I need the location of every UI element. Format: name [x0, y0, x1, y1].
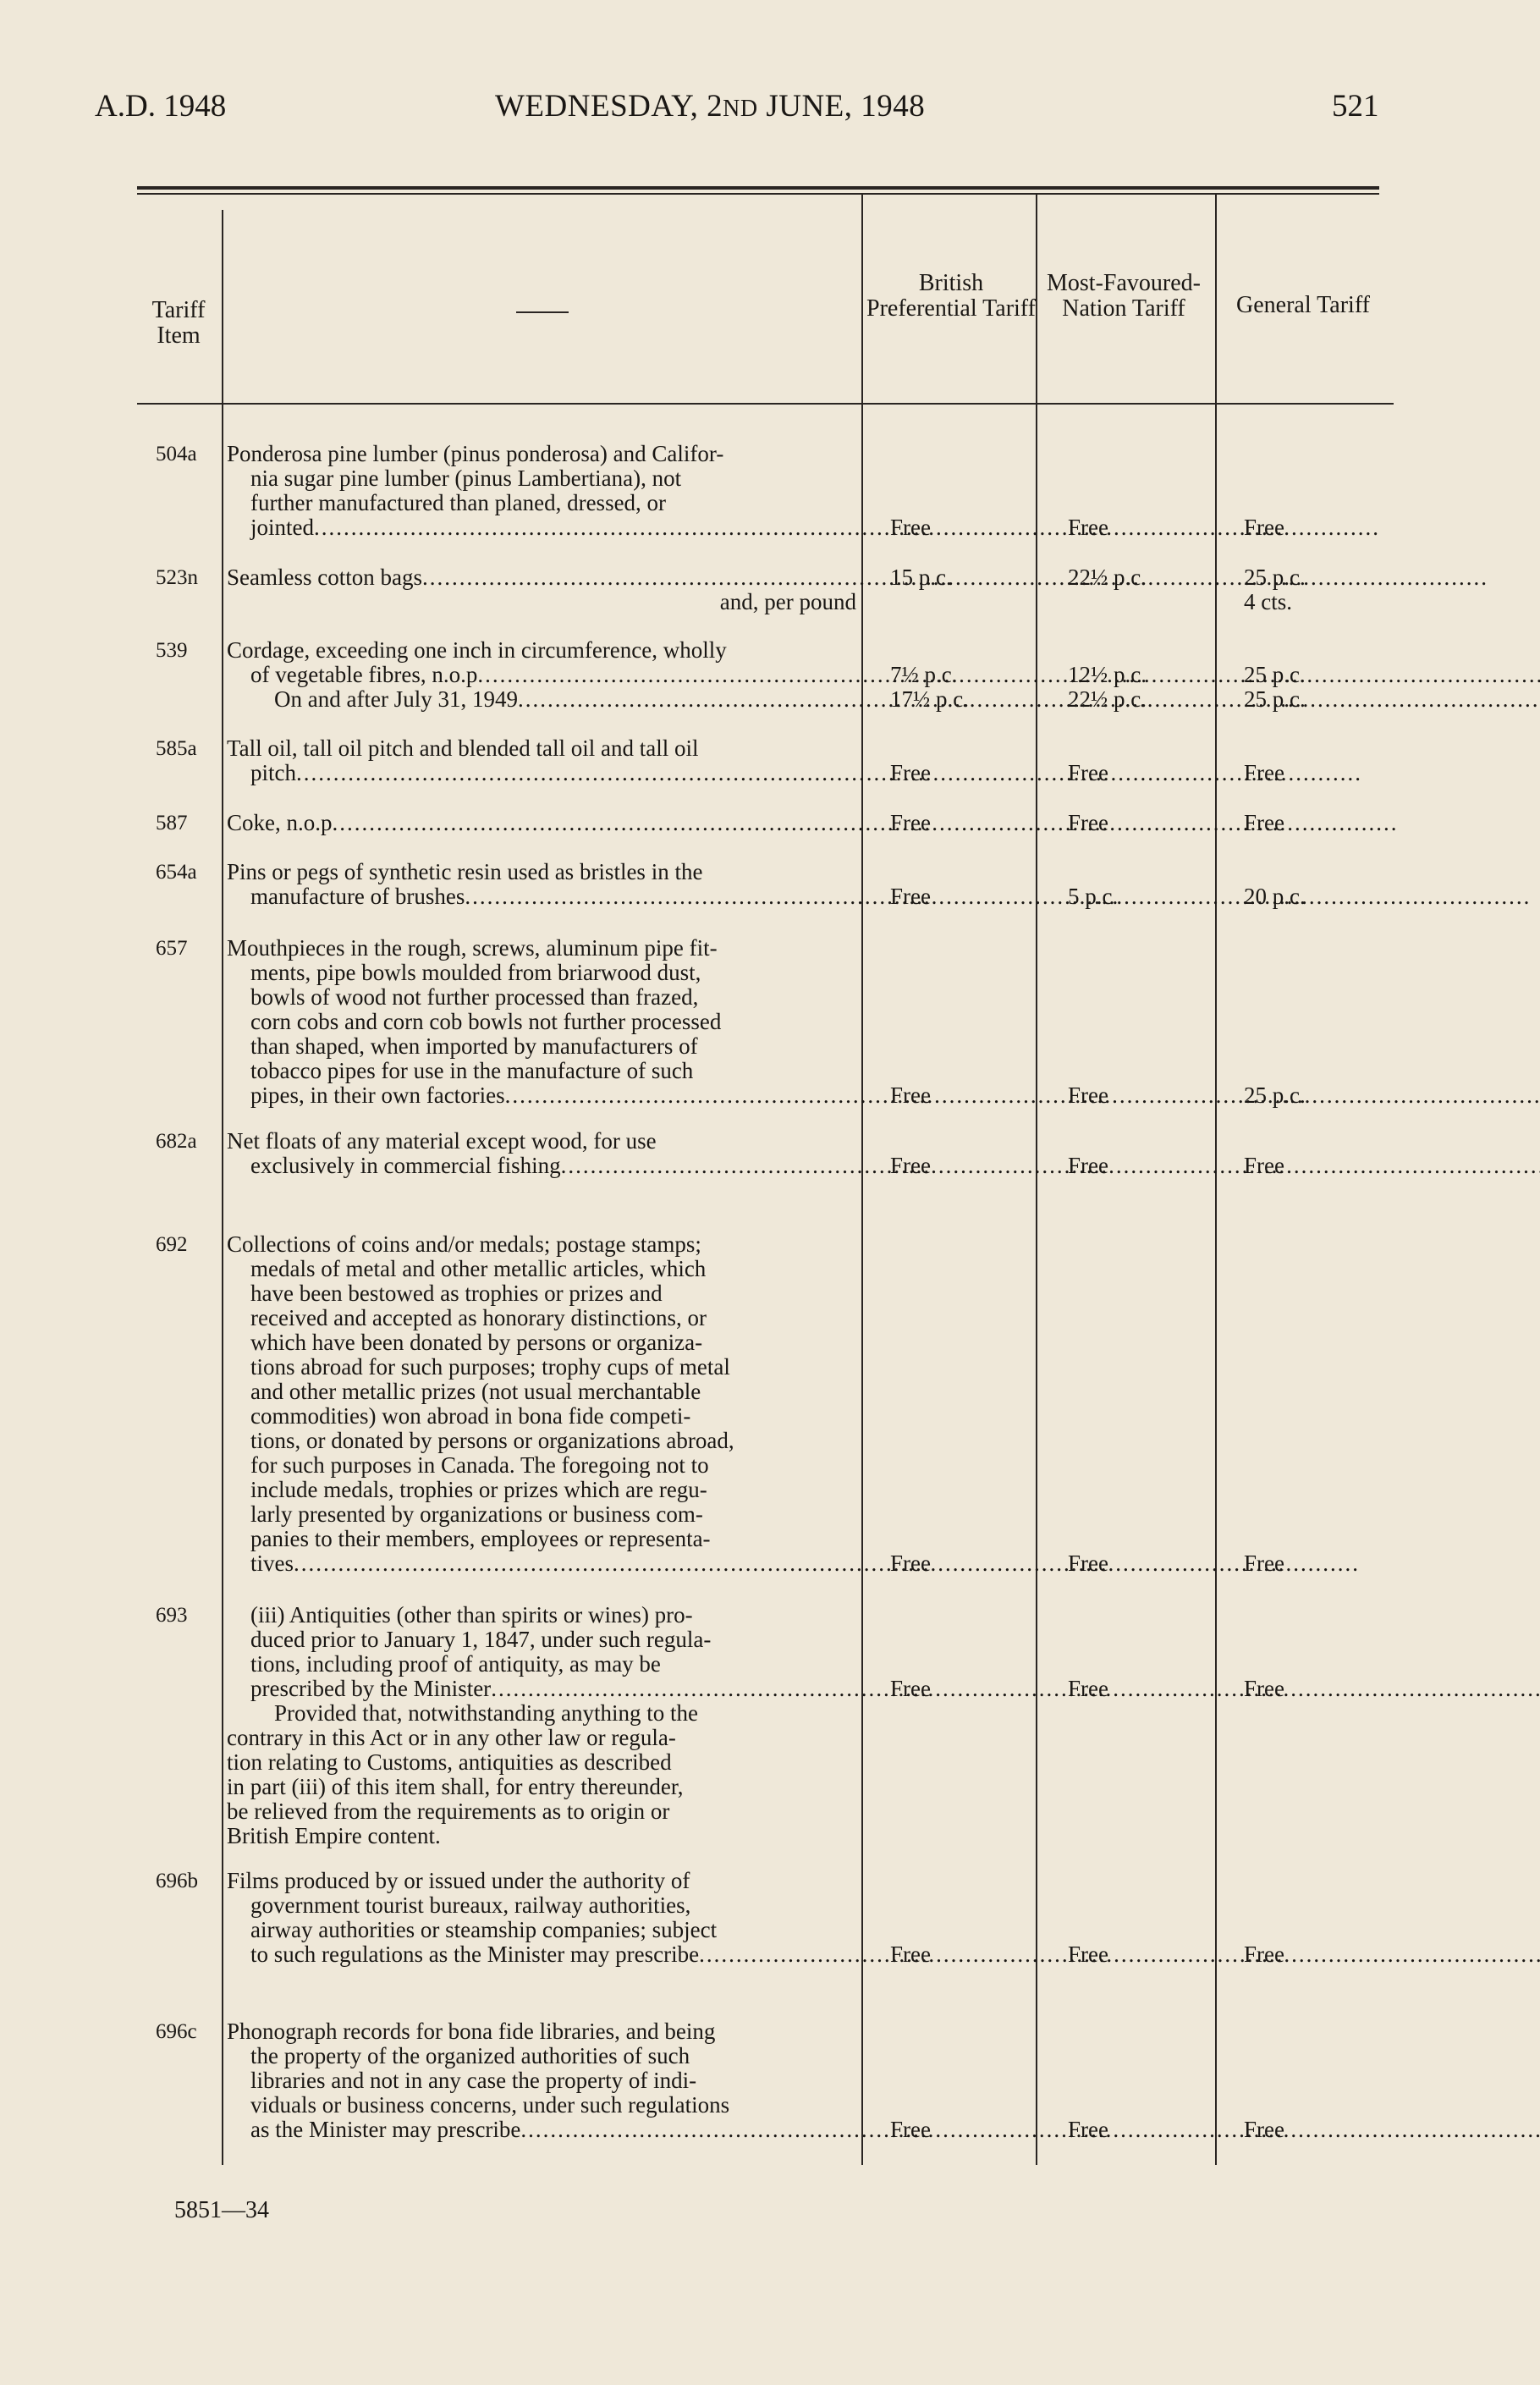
general-rate: Free	[1244, 810, 1284, 835]
british-preferential-rate: Free	[890, 1551, 931, 1576]
description-line: viduals or business concerns, under such regulations	[250, 2092, 730, 2118]
tariff-item-description	[227, 638, 856, 712]
description-line: medals of metal and other metallic articles, which	[250, 1256, 707, 1281]
proviso-line: in part (iii) of this item shall, for entry thereunder,	[227, 1774, 684, 1799]
description-line: tions, or donated by persons or organizations abroad,	[250, 1428, 734, 1453]
col-divider-desc	[861, 195, 863, 2165]
tariff-item-description	[227, 860, 856, 909]
description-line: Tall oil, tall oil pitch and blended tall oil and tall oil	[227, 735, 699, 761]
description-line-text: to such regulations as the Minister may prescribe	[250, 1942, 700, 1967]
print-code: 5851—34	[174, 2197, 269, 2223]
british-preferential-rate: Free	[890, 515, 931, 540]
tariff-item-description	[227, 936, 856, 1108]
tariff-item-number: 692	[156, 1233, 188, 1256]
description-line	[227, 663, 856, 687]
description-line: airway authorities or steamship companies; subject	[250, 1917, 718, 1942]
british-preferential-rate: 15 p.c.	[890, 565, 952, 590]
proviso-line: tion relating to Customs, antiquities as described	[227, 1749, 672, 1775]
description-line: Phonograph records for bona fide libraries, and being	[227, 2019, 716, 2044]
description-line	[227, 565, 856, 590]
description-line	[227, 1942, 856, 1967]
description-line: tions abroad for such purposes; trophy cups of metal	[250, 1354, 730, 1380]
british-preferential-rate: Free	[890, 1942, 931, 1967]
top-rule-thick	[137, 186, 1379, 190]
description-line-text: Coke, n.o.p	[227, 810, 333, 835]
general-rate: 4 cts.	[1244, 589, 1292, 614]
description-line-text: of vegetable fibres, n.o.p	[250, 662, 478, 687]
description-line: the property of the organized authorities of such	[250, 2043, 690, 2068]
british-preferential-rate: Free	[890, 2117, 931, 2142]
description-line: bowls of wood not further processed than frazed,	[250, 984, 699, 1010]
description-line-text: pipes, in their own factories	[250, 1082, 505, 1108]
mfn-rate: Free	[1068, 1551, 1108, 1576]
page-number: 521	[1332, 89, 1379, 124]
description-extra-line: and, per pound	[719, 589, 856, 614]
description-line	[227, 811, 856, 835]
date-heading	[495, 88, 925, 124]
description-line-text: jointed	[250, 515, 314, 540]
tariff-item-description	[227, 442, 856, 540]
mfn-rate: Free	[1068, 1153, 1108, 1178]
mfn-rate: Free	[1068, 760, 1108, 785]
description-line: and other metallic prizes (not usual merchantable	[250, 1379, 701, 1404]
description-line: Pins or pegs of synthetic resin used as bristles in the	[227, 859, 703, 884]
description-line-leader-dots	[561, 1153, 1540, 1178]
general-rate: Free	[1244, 760, 1284, 785]
british-preferential-rate: Free	[890, 760, 931, 785]
description-line: for such purposes in Canada. The foregoing not to	[250, 1452, 709, 1478]
tariff-item-number: 657	[156, 937, 188, 960]
description-line-text: prescribed by the Minister	[250, 1676, 492, 1701]
tariff-item-number: 585a	[156, 737, 197, 760]
mfn-rate: Free	[1068, 2117, 1108, 2142]
mfn-rate: Free	[1068, 1942, 1108, 1967]
proviso-line: be relieved from the requirements as to origin or	[227, 1798, 670, 1824]
date-ordinal-suffix: ND	[723, 96, 758, 122]
col-divider-bp	[1036, 195, 1037, 2165]
mfn-rate: 22½ p.c.	[1068, 565, 1147, 590]
tariff-item-number: 654a	[156, 861, 197, 884]
top-rule-thin	[137, 193, 1379, 195]
tariff-item-number: 693	[156, 1604, 188, 1627]
description-line: corn cobs and corn cob bowls not further processed	[250, 1009, 722, 1034]
description-line: Ponderosa pine lumber (pinus ponderosa) and Califor-	[227, 441, 724, 466]
tariff-item-number: 504a	[156, 443, 197, 465]
tariff-item-description	[227, 1232, 856, 1576]
general-rate: 25 p.c.	[1244, 565, 1306, 590]
description-line: commodities) won abroad in bona fide competi-	[250, 1403, 691, 1429]
general-rate: 25 p.c.	[1244, 662, 1306, 687]
description-line: tions, including proof of antiquity, as may be	[250, 1651, 661, 1677]
tariff-item-number: 682a	[156, 1130, 197, 1153]
british-preferential-rate: Free	[890, 810, 931, 835]
header-bottom-rule	[137, 403, 1394, 405]
description-line	[227, 884, 856, 909]
description-extra-line-leader-dots	[518, 686, 1540, 712]
tariff-item-description	[227, 1603, 856, 1848]
description-line: have been bestowed as trophies or prizes and	[250, 1281, 663, 1306]
mfn-rate: Free	[1068, 810, 1108, 835]
british-preferential-rate: Free	[890, 1676, 931, 1701]
mfn-rate: Free	[1068, 1676, 1108, 1701]
description-line: than shaped, when imported by manufacturers of	[250, 1033, 698, 1059]
col-divider-item	[222, 210, 223, 2165]
description-line	[227, 515, 856, 540]
general-rate: Free	[1244, 1551, 1284, 1576]
description-line: which have been donated by persons or organiza-	[250, 1330, 703, 1355]
description-line	[227, 2118, 856, 2142]
description-line: include medals, trophies or prizes which are regu-	[250, 1477, 707, 1502]
date-prefix: WEDNESDAY, 2	[495, 89, 723, 124]
description-line-text: tives	[250, 1551, 294, 1576]
description-line: Collections of coins and/or medals; postage stamps;	[227, 1231, 701, 1257]
british-preferential-header: British Preferential Tariff	[866, 270, 1036, 322]
mfn-rate: 12½ p.c.	[1068, 662, 1147, 687]
tariff-item-number: 696c	[156, 2020, 197, 2043]
british-preferential-rate: Free	[890, 1153, 931, 1178]
date-suffix: JUNE, 1948	[757, 89, 926, 124]
tariff-item-description	[227, 2019, 856, 2142]
description-line-leader-dots	[465, 884, 1531, 909]
description-line: larly presented by organizations or business com-	[250, 1501, 703, 1527]
description-line: Films produced by or issued under the authority of	[227, 1868, 690, 1893]
description-header-dash	[516, 311, 569, 313]
general-rate: Free	[1244, 2117, 1284, 2142]
tariff-item-number: 587	[156, 812, 188, 834]
description-line-leader-dots	[505, 1082, 1540, 1108]
general-rate: Free	[1244, 515, 1284, 540]
description-line-text: pitch	[250, 760, 296, 785]
description-line	[227, 1677, 856, 1701]
general-rate: 20 p.c.	[1244, 884, 1306, 909]
proviso-line: Provided that, notwithstanding anything to the	[274, 1700, 698, 1726]
tariff-item-description	[227, 1129, 856, 1178]
description-line: Net floats of any material except wood, for use	[227, 1128, 657, 1154]
proviso-line: British Empire content.	[227, 1823, 441, 1848]
general-rate: 25 p.c.	[1244, 686, 1306, 712]
description-line-text: Seamless cotton bags	[227, 565, 422, 590]
year-label: A.D. 1948	[95, 89, 227, 124]
british-preferential-rate: Free	[890, 884, 931, 909]
description-line-leader-dots	[294, 1551, 1360, 1576]
description-line-text: as the Minister may prescribe	[250, 2117, 521, 2142]
description-line-leader-dots	[520, 2117, 1540, 2142]
tariff-item-description	[227, 811, 856, 835]
description-line: duced prior to January 1, 1847, under such regula-	[250, 1627, 712, 1652]
british-preferential-rate: 7½ p.c.	[890, 662, 958, 687]
description-line	[227, 1154, 856, 1178]
description-line: panies to their members, employees or representa-	[250, 1526, 711, 1551]
description-extra-line-text: On and after July 31, 1949	[274, 686, 518, 712]
tariff-item-number: 539	[156, 639, 188, 662]
description-line-leader-dots	[491, 1676, 1540, 1701]
mfn-rate: Free	[1068, 1082, 1108, 1108]
description-line-leader-dots	[314, 515, 1380, 540]
tariff-item-description	[227, 1869, 856, 1967]
description-line: ments, pipe bowls moulded from briarwood dust,	[250, 960, 701, 985]
general-header: General Tariff	[1236, 292, 1370, 318]
british-preferential-rate: Free	[890, 1082, 931, 1108]
description-line	[227, 1551, 856, 1576]
description-line: libraries and not in any case the property of indi-	[250, 2068, 697, 2093]
description-line: government tourist bureaux, railway authorities,	[250, 1892, 691, 1918]
description-line-leader-dots	[422, 565, 1488, 590]
description-line: received and accepted as honorary distinctions, or	[250, 1305, 707, 1330]
mfn-rate: 5 p.c.	[1068, 884, 1119, 909]
description-line-leader-dots	[296, 760, 1362, 785]
description-line-leader-dots	[477, 662, 1540, 687]
running-head	[0, 88, 1540, 130]
description-line: Cordage, exceeding one inch in circumference, wholly	[227, 637, 727, 663]
general-rate: 25 p.c.	[1244, 1082, 1306, 1108]
description-line: tobacco pipes for use in the manufacture of such	[250, 1058, 694, 1083]
general-rate: Free	[1244, 1942, 1284, 1967]
description-line-text: manufacture of brushes	[250, 884, 465, 909]
description-extra-line	[227, 687, 856, 712]
general-rate: Free	[1244, 1676, 1284, 1701]
description-line-text: exclusively in commercial fishing	[250, 1153, 561, 1178]
description-line-leader-dots	[333, 810, 1399, 835]
proviso-line: contrary in this Act or in any other law or regula-	[227, 1725, 676, 1750]
tariff-item-description	[227, 736, 856, 785]
general-rate: Free	[1244, 1153, 1284, 1178]
tariff-item-header: Tariff Item	[151, 297, 206, 349]
description-line: further manufactured than planed, dressed, or	[250, 490, 667, 515]
col-divider-mfn	[1215, 195, 1217, 2165]
mfn-rate: Free	[1068, 515, 1108, 540]
tariff-item-number: 523n	[156, 566, 198, 589]
description-line	[227, 1083, 856, 1108]
description-line: Mouthpieces in the rough, screws, aluminum pipe fit-	[227, 935, 718, 961]
description-line: (iii) Antiquities (other than spirits or wines) pro-	[250, 1602, 693, 1628]
mfn-rate: 22½ p.c.	[1068, 686, 1147, 712]
tariff-item-number: 696b	[156, 1870, 198, 1892]
british-preferential-rate: 17½ p.c.	[890, 686, 969, 712]
description-line-leader-dots	[699, 1942, 1540, 1967]
description-line: nia sugar pine lumber (pinus Lambertiana), not	[250, 465, 682, 491]
mfn-header: Most-Favoured-Nation Tariff	[1047, 270, 1201, 322]
tariff-item-description	[227, 565, 856, 614]
description-line	[227, 761, 856, 785]
